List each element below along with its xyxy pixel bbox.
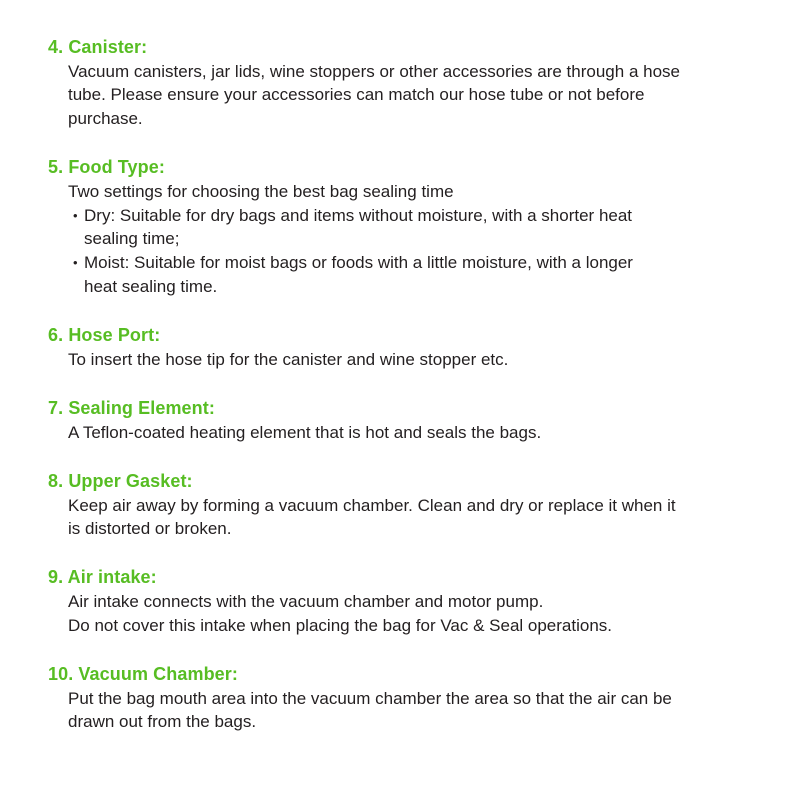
text-line: Dry: Suitable for dry bags and items without moisture, with a shorter heat — [84, 205, 633, 225]
bullet-icon: • — [73, 207, 78, 223]
section-heading: 9. Air intake: — [48, 567, 157, 588]
text-line: heat sealing time. — [84, 276, 218, 296]
manual-section — [48, 36, 756, 131]
text-line: To insert the hose tip for the canister and wine stopper etc. — [68, 349, 509, 369]
manual-sections — [48, 36, 756, 734]
bullet-item — [68, 251, 756, 298]
manual-section — [48, 663, 756, 734]
text-line: A Teflon-coated heating element that is hot and seals the bags. — [68, 422, 542, 442]
manual-section — [48, 156, 756, 298]
section-body — [68, 421, 756, 445]
bullet-item — [68, 204, 756, 251]
section-body — [68, 494, 756, 541]
section-heading: 10. Vacuum Chamber: — [48, 664, 238, 685]
text-line: Air intake connects with the vacuum chamber and motor pump. — [68, 592, 544, 612]
section-heading: 5. Food Type: — [48, 157, 165, 178]
text-line: Do not cover this intake when placing the bag for Vac & Seal operations. — [68, 615, 613, 635]
text-line: tube. Please ensure your accessories can match our hose tube or not before — [68, 85, 645, 105]
text-line: is distorted or broken. — [68, 519, 232, 539]
text-line: Moist: Suitable for moist bags or foods with a little moisture, with a longer — [84, 253, 633, 273]
section-body — [68, 687, 756, 734]
section-body — [68, 180, 756, 299]
section-heading: 4. Canister: — [48, 37, 148, 57]
section-heading: 7. Sealing Element: — [48, 397, 215, 418]
manual-section — [48, 324, 756, 371]
manual-section — [48, 566, 756, 637]
text-line: purchase. — [68, 109, 143, 129]
manual-section — [48, 470, 756, 541]
section-body — [68, 60, 756, 131]
text-line: Two settings for choosing the best bag sealing time — [68, 182, 454, 202]
section-heading: 8. Upper Gasket: — [48, 470, 193, 491]
text-line: Put the bag mouth area into the vacuum chamber the area so that the air can be — [68, 688, 672, 708]
text-line: sealing time; — [84, 229, 180, 249]
manual-section — [48, 397, 756, 444]
text-line: Vacuum canisters, jar lids, wine stoppers or other accessories are through a hose — [68, 61, 680, 81]
section-body — [68, 590, 756, 637]
section-body — [68, 348, 756, 372]
bullet-icon: • — [73, 255, 78, 271]
section-heading: 6. Hose Port: — [48, 325, 161, 346]
text-line: drawn out from the bags. — [68, 712, 257, 732]
text-line: Keep air away by forming a vacuum chamber. Clean and dry or replace it when it — [68, 495, 676, 515]
